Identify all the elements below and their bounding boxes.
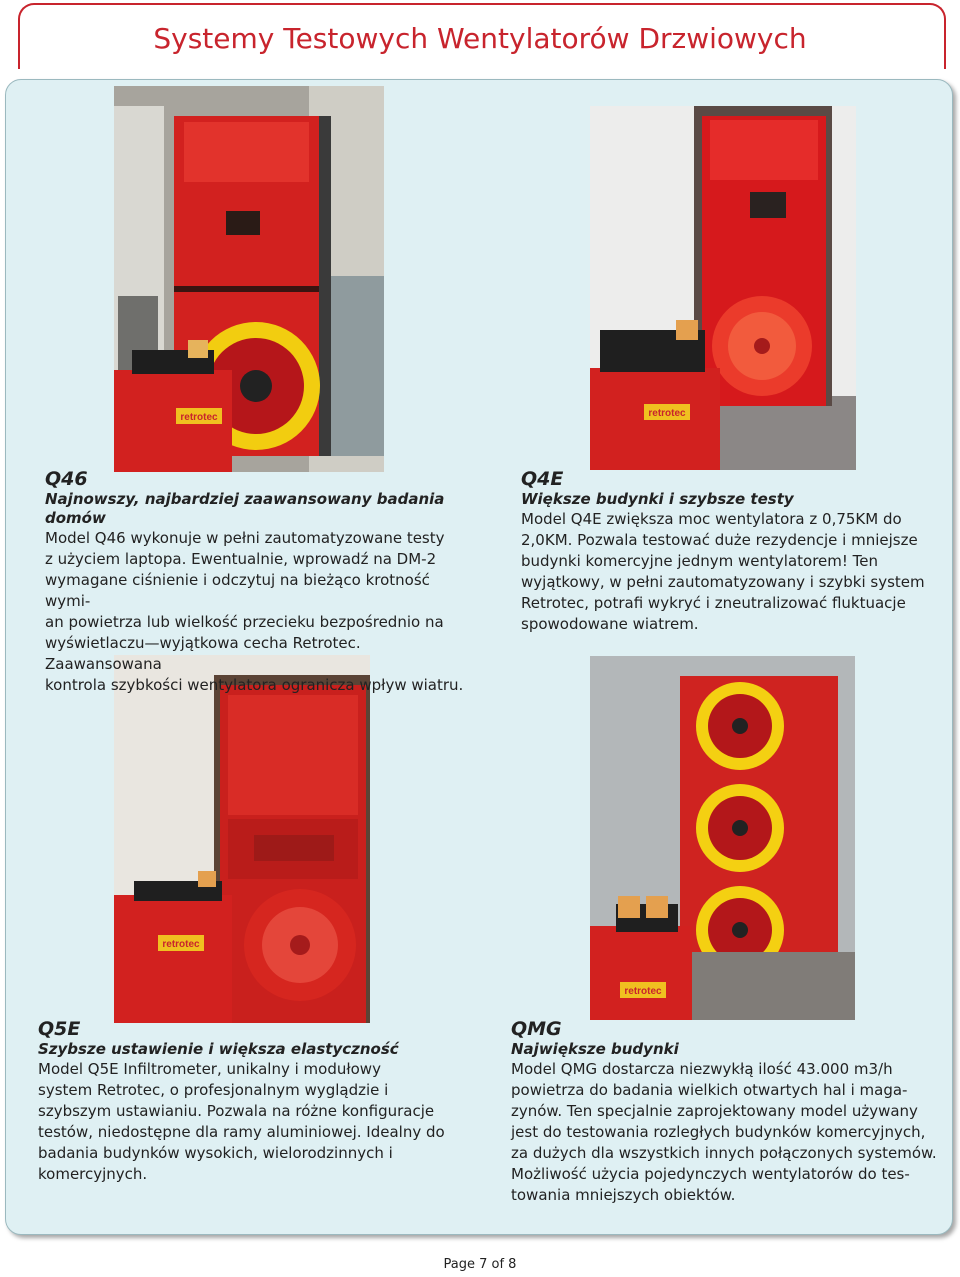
body-line: Model QMG dostarcza niezwykłą ilość 43.000 m3/h <box>511 1060 893 1078</box>
section-q5e-code: Q5E <box>38 1018 81 1040</box>
body-line: Możliwość użycia pojedynczych wentylatorów do tes- <box>511 1165 910 1183</box>
body-line: towania mniejszych obiektów. <box>511 1186 736 1204</box>
body-line: kontrola szybkości wentylatora ogranicza wpływ wiatru. <box>45 676 464 694</box>
section-q46-code: Q46 <box>45 468 88 490</box>
section-q46-body <box>45 528 465 696</box>
section-qmg-body <box>511 1059 951 1206</box>
body-line: komercyjnych. <box>38 1165 148 1183</box>
section-q4e-code: Q4E <box>521 468 564 490</box>
photo-q5e-logo: retrotec <box>162 939 200 950</box>
photo-q4e <box>590 106 856 470</box>
photo-q5e <box>114 655 370 1023</box>
body-line: szybszym ustawianiu. Pozwala na różne konfiguracje <box>38 1102 435 1120</box>
body-line: za dużych dla wszystkich innych połączonych systemów. <box>511 1144 937 1162</box>
photo-q4e-logo: retrotec <box>648 408 686 419</box>
body-line: Model Q46 wykonuje w pełni zautomatyzowane testy <box>45 529 445 547</box>
body-line: wymagane ciśnienie i odczytuj na bieżąco krotność wymi- <box>45 571 430 610</box>
page-title: Systemy Testowych Wentylatorów Drzwiowych <box>153 22 807 55</box>
photo-qmg-logo: retrotec <box>624 986 662 997</box>
body-line: wyjątkowy, w pełni zautomatyzowany i szybki system <box>521 573 925 591</box>
section-q4e <box>521 468 941 635</box>
photo-q46-logo: retrotec <box>180 412 218 423</box>
body-line: wyświetlaczu—wyjątkowa cecha Retrotec. Zaawansowana <box>45 634 361 673</box>
body-line: zynów. Ten specjalnie zaprojektowany model używany <box>511 1102 918 1120</box>
page-number: Page 7 of 8 <box>443 1257 517 1272</box>
body-line: spowodowane wiatrem. <box>521 615 699 633</box>
section-qmg-code: QMG <box>511 1018 562 1040</box>
photo-q46 <box>114 86 384 472</box>
section-q4e-subtitle: Większe budynki i szybsze testy <box>521 490 794 508</box>
body-line: an powietrza lub wielkość przecieku bezpośrednio na <box>45 613 444 631</box>
section-q5e-body <box>38 1059 468 1185</box>
body-line: 2,0KM. Pozwala testować duże rezydencje i mniejsze <box>521 531 918 549</box>
body-line: testów, niedostępne dla ramy aluminiowej. Idealny do <box>38 1123 445 1141</box>
body-line: Retrotec, potrafi wykryć i zneutralizować fluktuacje <box>521 594 906 612</box>
photo-qmg <box>590 656 855 1020</box>
body-line: z użyciem laptopa. Ewentualnie, wprowadź na DM-2 <box>45 550 437 568</box>
section-qmg-subtitle: Największe budynki <box>511 1040 679 1058</box>
body-line: Model Q4E zwiększa moc wentylatora z 0,75KM do <box>521 510 902 528</box>
section-q5e-subtitle: Szybsze ustawienie i większa elastyczność <box>38 1040 399 1058</box>
section-qmg <box>511 1018 951 1206</box>
body-line: jest do testowania rozległych budynków komercyjnych, <box>511 1123 926 1141</box>
section-q5e <box>38 1018 468 1185</box>
body-line: budynki komercyjne jednym wentylatorem! Ten <box>521 552 879 570</box>
body-line: Model Q5E Infiltrometer, unikalny i modułowy <box>38 1060 381 1078</box>
section-q4e-body <box>521 509 941 635</box>
body-line: badania budynków wysokich, wielorodzinnych i <box>38 1144 393 1162</box>
section-q46 <box>45 468 465 696</box>
body-line: powietrza do badania wielkich otwartych hal i maga- <box>511 1081 908 1099</box>
section-q46-subtitle: Najnowszy, najbardziej zaawansowany badania domów <box>45 490 445 527</box>
body-line: system Retrotec, o profesjonalnym wyglądzie i <box>38 1081 389 1099</box>
